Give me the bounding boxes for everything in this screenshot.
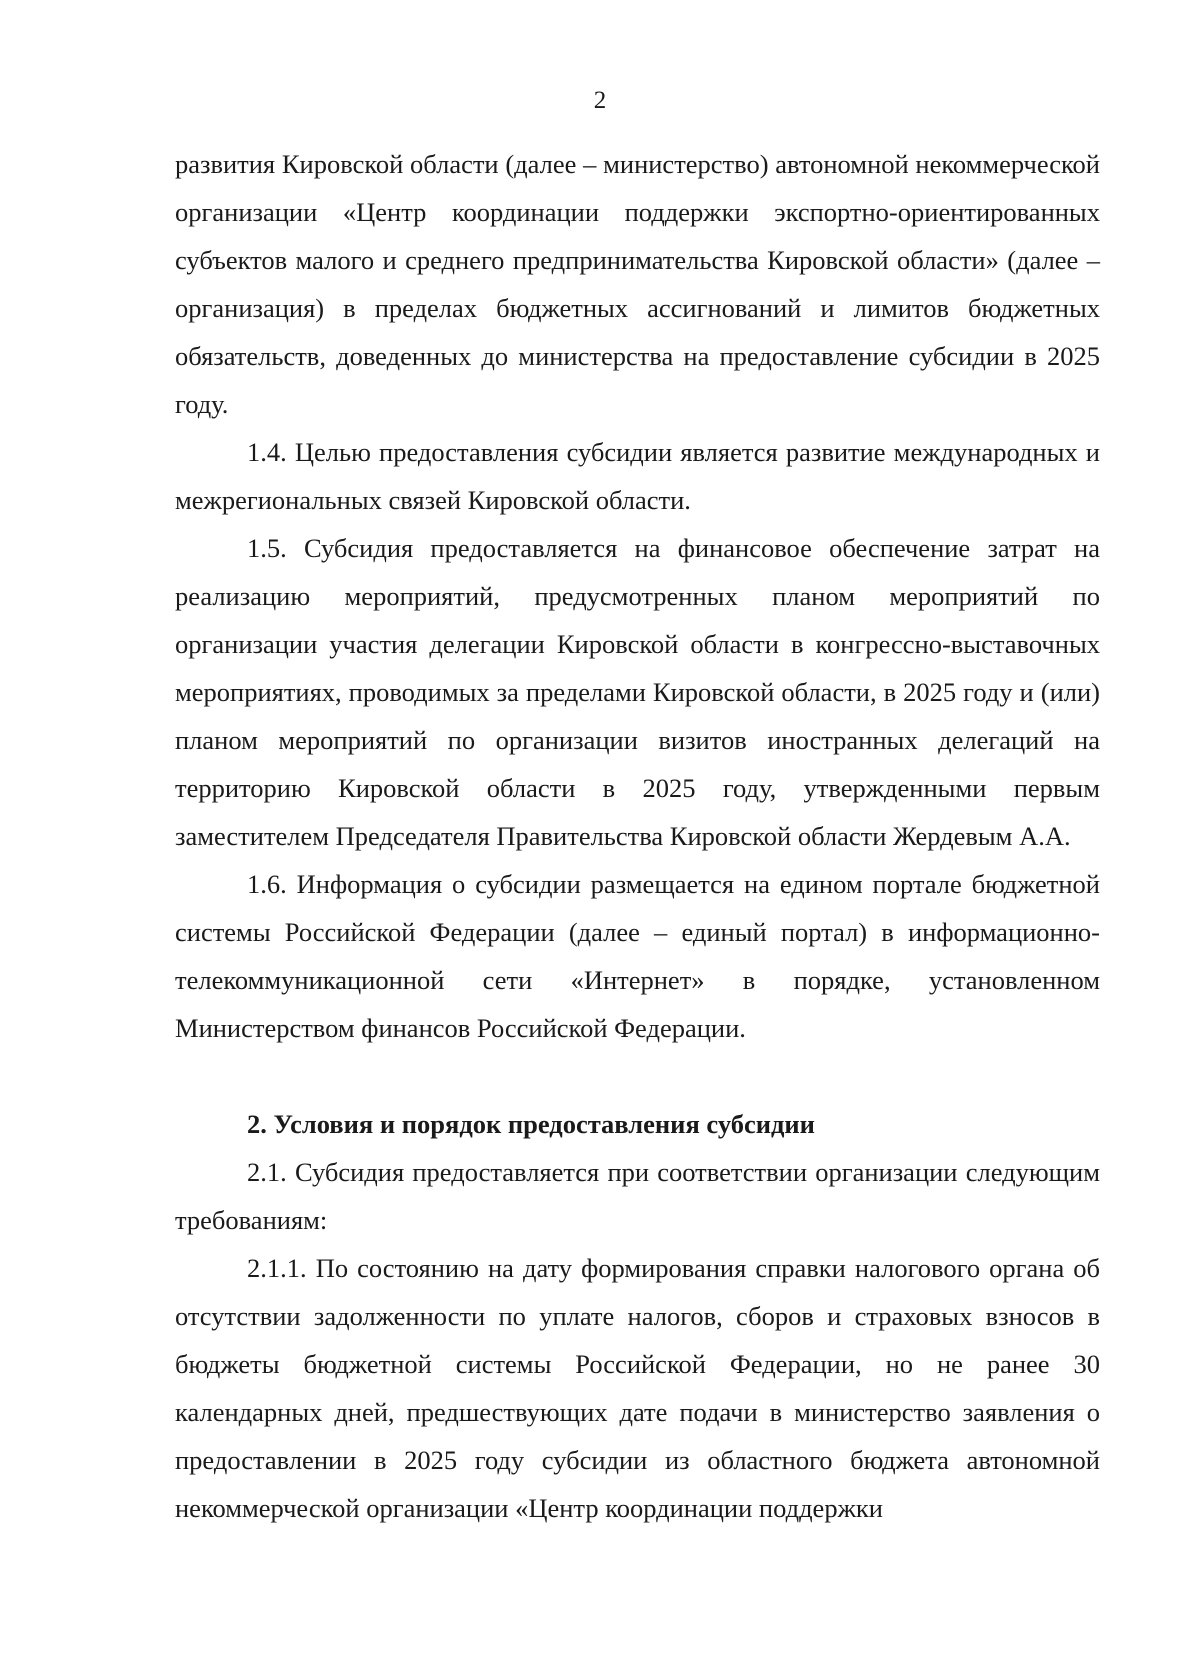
section-heading: 2. Условия и порядок предоставления субсидии: [247, 1109, 815, 1139]
paragraph-2-1: 2.1. Субсидия предоставляется при соответствии организации следующим требованиям:: [175, 1157, 1100, 1235]
document-body: [175, 140, 1100, 1532]
paragraph-1-5: 1.5. Субсидия предоставляется на финансовое обеспечение затрат на реализацию мероприятий, предусмотренных планом мероприятий по организации участия делегации Кировской области в конгрессно-выставочных мероприятиях, проводимых за пределами Кировской области, в 2025 году и (или) планом мероприятий по организации визитов иностранных делегаций на территорию Кировской области в 2025 году, утвержденными первым заместителем Председателя Правительства Кировской области Жердевым А.А.: [175, 533, 1100, 851]
page-number: 2: [593, 87, 607, 114]
paragraph-1-6: 1.6. Информация о субсидии размещается на едином портале бюджетной системы Российской Федерации (далее – единый портал) в информационно-телекоммуникационной сети «Интернет» в порядке, установленном Министерством финансов Российской Федерации.: [175, 869, 1100, 1043]
paragraph-1-4: 1.4. Целью предоставления субсидии является развитие международных и межрегиональных связей Кировской области.: [175, 437, 1100, 515]
paragraph-1-3-continuation: развития Кировской области (далее – министерство) автономной некоммерческой организации «Центр координации поддержки экспортно-ориентированных субъектов малого и среднего предпринимательства Кировской области» (далее – организация) в пределах бюджетных ассигнований и лимитов бюджетных обязательств, доведенных до министерства на предоставление субсидии в 2025 году.: [175, 149, 1100, 419]
paragraph-2-1-1: 2.1.1. По состоянию на дату формирования справки налогового органа об отсутствии задолженности по уплате налогов, сборов и страховых взносов в бюджеты бюджетной системы Российской Федерации, но не ранее 30 календарных дней, предшествующих дате подачи в министерство заявления о предоставлении в 2025 году субсидии из областного бюджета автономной некоммерческой организации «Центр координации поддержки: [175, 1253, 1100, 1523]
